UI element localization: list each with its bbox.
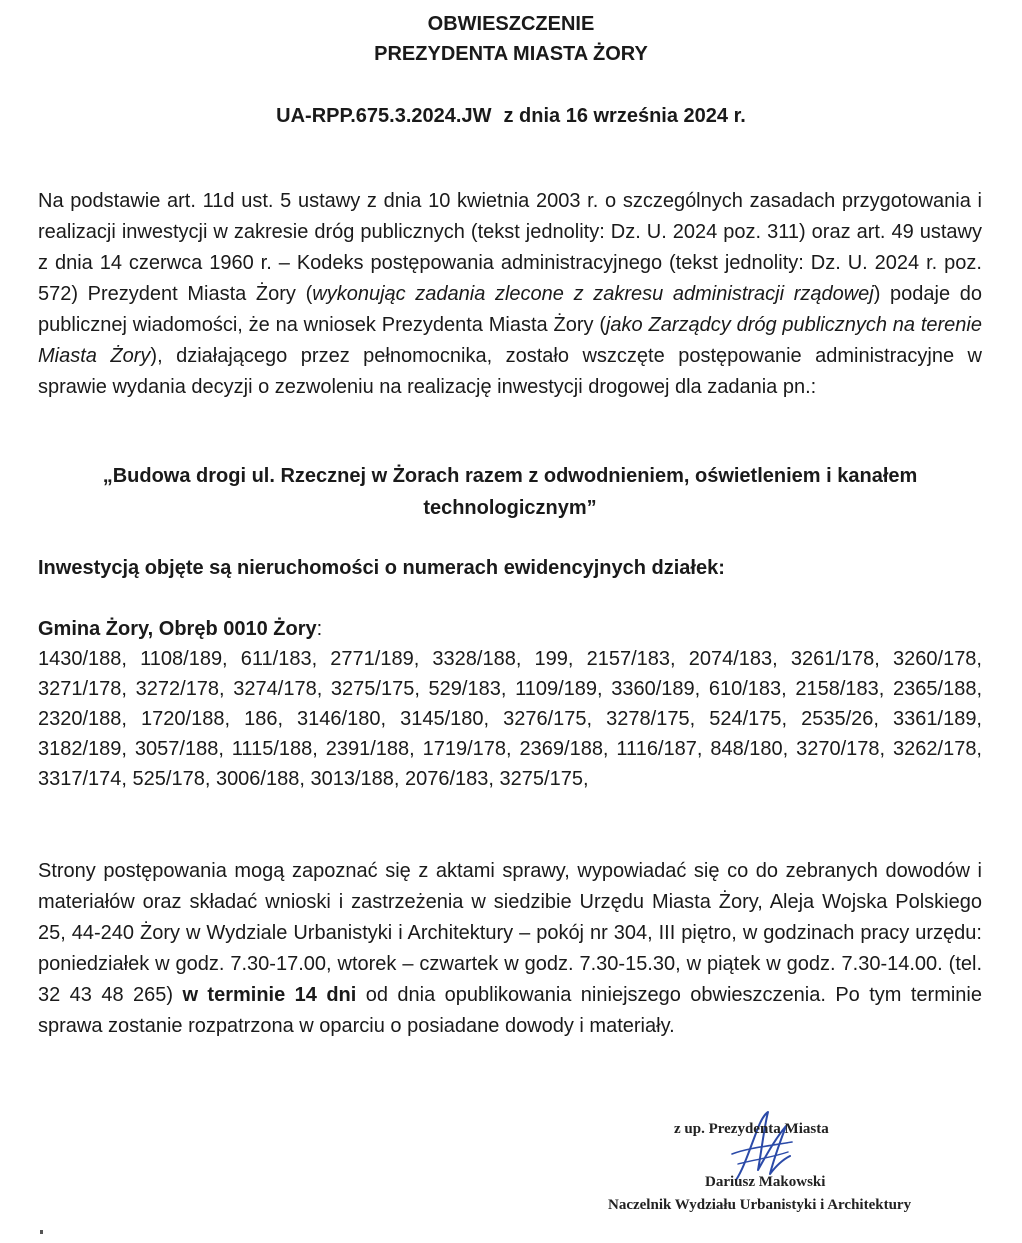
strony-text-2: od dnia opublikowania niniejszego obwieszczenia. Po tym terminie sprawa zostanie rozpatrzona w oparciu o posiadane dowody i materiały. [38,984,982,1037]
project-name: „Budowa drogi ul. Rzecznej w Żorach razem z odwodnieniem, oświetleniem i kanałem technologicznym” [102,465,918,519]
gmina-suffix: : [316,618,323,640]
reference-line [0,102,1022,130]
intro-text-2: ) podaje do publicznej wiadomości, że na wniosek Prezydenta Miasta Żory ( [38,283,982,336]
gmina-line [38,614,322,644]
intro-italic-2: jako Zarządcy dróg publicznych na terenie Miasta Żory [38,314,982,367]
signature-role: Naczelnik Wydziału Urbanistyki i Architektury [608,1197,912,1213]
intro-italic-1: wykonując zadania zlecone z zakresu administracji rządowej [312,283,874,305]
parcel-list: 1430/188, 1108/189, 611/183, 2771/189, 3328/188, 199, 2157/183, 2074/183, 3261/178, 3260/178, 3271/178, 3272/178, 3274/178, 3275/175, 529/183, 1109/189, 3360/189, 610/183, 2158/183, 2365/188, 2320/188, 1720/188, 186, 3146/180, 3145/180, 3276/175, 3278/175, 524/175, 2535/26, 3361/189, 3182/189, 3057/188, 1115/188, 2391/188, 1719/178, 2369/188, 1116/187, 848/180, 3270/178, 3262/178, 3317/174, 525/178, 3006/188, 3013/188, 2076/183, 3275/175, [38,648,982,790]
strony-deadline: w terminie 14 dni [182,984,357,1006]
strony-text-1: Strony postępowania mogą zapoznać się z aktami sprawy, wypowiadać się co do zebranych dowodów i materiałów oraz składać wnioski i zastrzeżenia w siedzibie Urzędu Miasta Żory, Aleja Wojska Polskiego 25, 44-240 Żory w Wydziale Urbanistyki i Architektury – pokój nr 304, III piętro, w godzinach pracy urzędu: poniedziałek w godz. 7.30-17.00, wtorek – czwartek w godz. 7.30-15.30, w piątek w godz. 7.30-14.00. (tel. 32 43 48 265) [38,860,982,1006]
investment-heading: Inwestycją objęte są nieruchomości o numerach ewidencyjnych działek: [38,557,725,579]
intro-paragraph [38,186,982,403]
page-mark [40,1230,43,1234]
signature-authority: z up. Prezydenta Miasta [674,1121,829,1137]
signature-name: Dariusz Makowski [705,1174,826,1190]
intro-text-1: Na podstawie art. 11d ust. 5 ustawy z dnia 10 kwietnia 2003 r. o szczególnych zasadach przygotowania i realizacji inwestycji w zakresie dróg publicznych (tekst jednolity: Dz. U. 2024 poz. 311) oraz art. 49 ustawy z dnia 14 czerwca 1960 r. – Kodeks postępowania administracyjnego (tekst jednolity: Dz. U. 2024 r. poz. 572) Prezydent Miasta Żory ( [38,190,982,305]
reference-number: UA-RPP.675.3.2024.JW [276,105,492,127]
document-title: OBWIESZCZENIE [427,13,595,35]
reference-date: z dnia 16 września 2024 r. [503,105,746,127]
gmina-label: Gmina Żory, Obręb 0010 Żory [38,618,317,640]
document-issuer: PREZYDENTA MIASTA ŻORY [374,43,648,65]
intro-text-3: ), działającego przez pełnomocnika, zostało wszczęte postępowanie administracyjne w sprawie wydania decyzji o zezwoleniu na realizację inwestycji drogowej dla zadania pn.: [38,345,983,398]
strony-paragraph [38,856,982,1042]
